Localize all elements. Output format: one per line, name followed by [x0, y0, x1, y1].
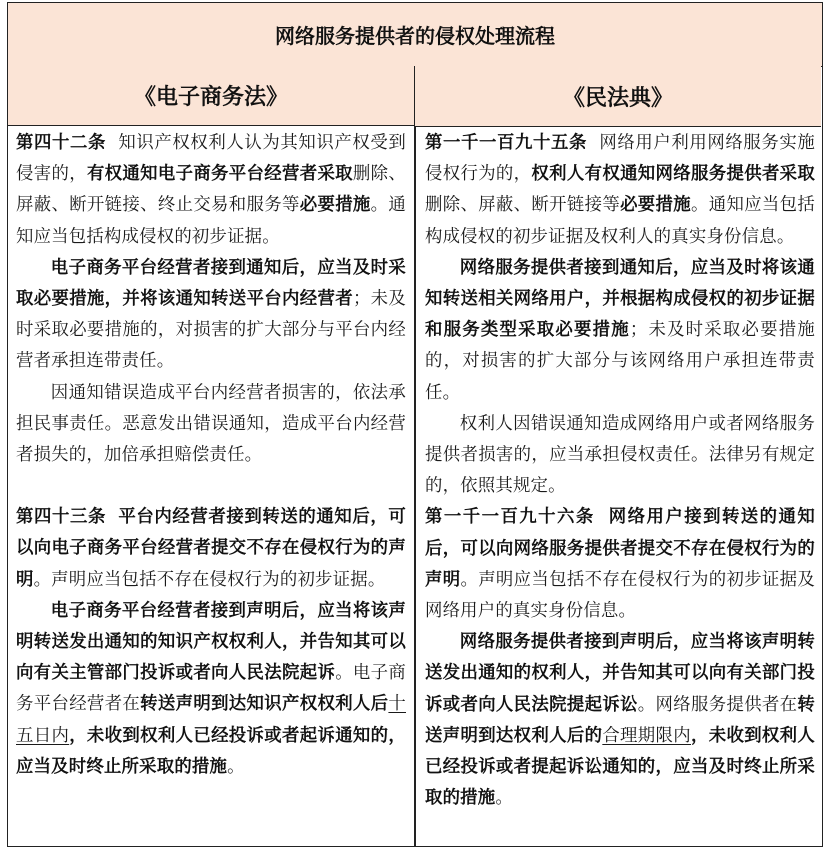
- article-43-number: 第四十三条: [16, 507, 107, 528]
- article-43-deadline: 十五日内: [16, 694, 406, 746]
- article-1196-bold-a2: 网络服务提供者接到声明后，应当将该声明转送发出通知的权利人，并告知其可以向有关部门投诉或者向人民法院提起诉讼: [425, 632, 815, 715]
- column-divider: [414, 126, 416, 846]
- article-1195-para-3: 权利人因错误通知造成网络用户或者网络服务提供者损害的，应当承担侵权责任。法律另有规定的，依照其规定。: [425, 413, 815, 497]
- article-1196-para-2: [425, 627, 815, 814]
- article-1195-text-e: 。通知应当包括构成侵权的初步证据及权利人的真实身份信息。: [425, 195, 815, 247]
- article-43-para-1: [16, 502, 406, 596]
- article-1195-number: 第一千一百九十五条: [425, 133, 588, 153]
- comparison-table: [7, 2, 823, 847]
- table-title: 网络服务提供者的侵权处理流程: [8, 3, 822, 67]
- article-1196-bold-c2: 转送声明到达权利人后的: [425, 694, 815, 746]
- article-43-text-f2: 。: [227, 756, 245, 777]
- article-1195-para-2: [425, 253, 815, 409]
- article-1196-text-b2: 。网络服务提供者在: [637, 694, 798, 715]
- article-1195-para-2-text: ；未及时采取必要措施的，对损害的扩大部分与该网络用户承担连带责任。: [425, 320, 815, 403]
- article-43-bold-a: 平台内经营者接到转送的通知后，可以向电子商务平台经营者提交不存在侵权行为的声明: [16, 507, 406, 590]
- article-42-para-2-text: ；未及时采取必要措施的，对损害的扩大部分与平台内经营者承担连带责任。: [16, 289, 406, 372]
- article-42-text-e: 。通知应当包括构成侵权的初步证据。: [16, 195, 406, 247]
- article-1196-deadline: 合理期限内: [602, 725, 691, 746]
- article-1195-bold-d: 必要措施: [620, 195, 691, 216]
- header-civil-code: 《民法典》: [415, 66, 821, 127]
- article-42-para-2: [16, 253, 406, 378]
- article-1195-para-2-bold: 网络服务提供者接到通知后，应当及时将该通知转送相关网络用户，并根据构成侵权的初步证据和服务类型采取必要措施: [425, 257, 815, 341]
- article-42-text-a: 知识产权权利人认为其知识产权受到侵害的，: [16, 133, 406, 185]
- article-42-para-1: [16, 128, 406, 253]
- article-43-para-2: [16, 596, 406, 783]
- article-42-number: 第四十二条: [16, 133, 107, 153]
- article-1196-bold-e2: ，未收到权利人已经投诉或者提起诉讼通知的，应当及时终止所采取的措施: [425, 725, 815, 809]
- article-1195-bold-b: 权利人有权通知网络服务提供者采取: [531, 164, 816, 185]
- article-43-bold-a2: 电子商务平台经营者接到声明后，应当将该声明转送发出通知的知识产权权利人，并告知其可以向有关主管部门投诉或者向人民法院起诉: [16, 600, 406, 684]
- article-1196-text-f2: 。: [495, 788, 513, 809]
- article-43-text-b2: 。电子商务平台经营者在: [16, 663, 406, 715]
- article-1195-text-c: 删除、屏蔽、断开链接等: [425, 195, 621, 216]
- article-43-bold-c2: 转送声明到达知识产权权利人后: [140, 694, 389, 715]
- header-ecommerce-law: 《电子商务法》: [8, 66, 415, 126]
- article-42-para-2-bold: 电子商务平台经营者接到通知后，应当及时采取必要措施，并将该通知转送平台内经营者: [16, 257, 406, 310]
- article-42-bold-d: 必要措施: [299, 195, 371, 216]
- article-42-bold-b: 有权通知电子商务平台经营者采取: [86, 164, 353, 185]
- article-42-text-c: 删除、屏蔽、断开链接、终止交易和服务等: [16, 164, 406, 216]
- article-42-para-3: 因通知错误造成平台内经营者损害的，依法承担民事责任。恶意发出错误通知，造成平台内经营者损失的，加倍承担赔偿责任。: [16, 382, 406, 466]
- article-43-bold-e2: ，未收到权利人已经投诉或者起诉通知的，应当及时终止所采取的措施: [16, 725, 406, 777]
- article-1196-para-1: [425, 502, 815, 627]
- article-43-text-b: 。声明应当包括不存在侵权行为的初步证据。: [33, 569, 386, 590]
- article-1195-para-1: [425, 128, 815, 253]
- article-1196-bold-a: 网络用户接到转送的通知后，可以向网络服务提供者提交不存在侵权行为的声明: [425, 507, 815, 590]
- civil-code-column: [425, 128, 815, 814]
- article-1195-text-a: 网络用户利用网络服务实施侵权行为的，: [425, 133, 815, 185]
- article-1196-text-b: 。声明应当包括不存在侵权行为的初步证据及网络用户的真实身份信息。: [425, 569, 815, 622]
- ecommerce-law-column: [16, 128, 406, 783]
- article-1196-number: 第一千一百九十六条: [425, 507, 595, 528]
- article-spacer: [16, 471, 406, 502]
